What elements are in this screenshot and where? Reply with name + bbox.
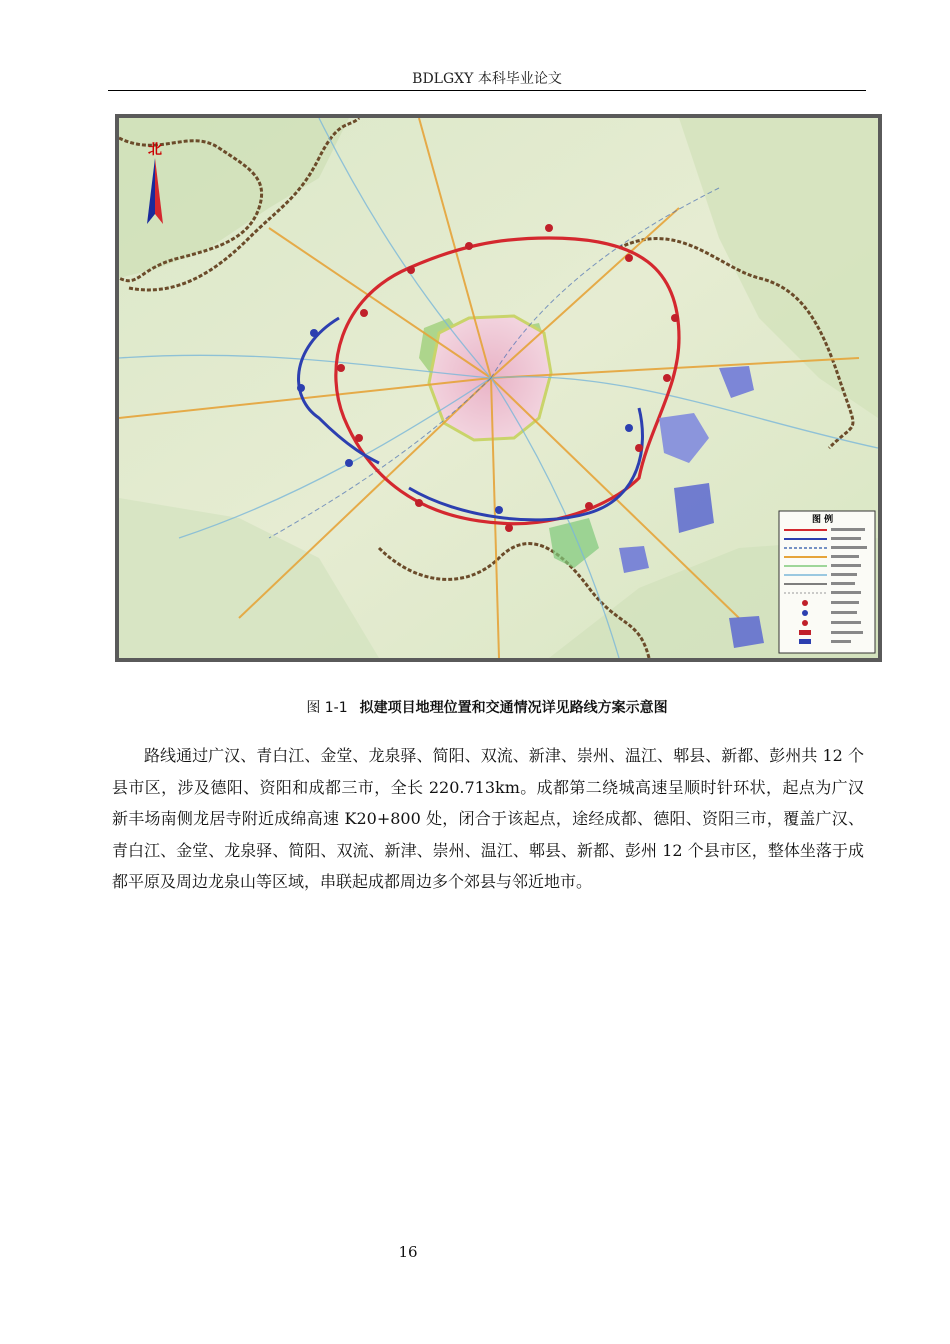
header-rule <box>108 90 866 91</box>
figure-number: 图 1-1 <box>306 700 348 716</box>
page-number: 16 <box>398 1243 418 1261</box>
north-label: 北 <box>148 142 162 158</box>
map-legend <box>779 511 875 653</box>
figure-caption <box>108 697 866 717</box>
body-paragraph: 路线通过广汉、青白江、金堂、龙泉驿、简阳、双流、新津、崇州、温江、郫县、新都、彭州共 12 个县市区，涉及德阳、资阳和成都三市，全长 220.713km。成都第二绕城高速呈顺时针环状，起点为广汉新丰场南侧龙居寺附近成绵高速 K20+800 处，闭合于该起点，途经成都、德阳、资阳三市，覆盖广汉、青白江、金堂、龙泉驿、简阳、双流、新津、崇州、温江、郫县、新都、彭州 12 个县市区，整体坐落于成都平原及周边龙泉山等区域，串联起成都周边多个郊县与邻近地市。 <box>112 746 864 891</box>
route-map-figure <box>115 114 882 662</box>
page-header: BDLGXY 本科毕业论文 <box>412 71 562 87</box>
figure-caption-text: 拟建项目地理位置和交通情况详见路线方案示意图 <box>359 700 668 716</box>
route-map-image <box>119 118 878 658</box>
legend-title: 图 例 <box>812 515 834 525</box>
